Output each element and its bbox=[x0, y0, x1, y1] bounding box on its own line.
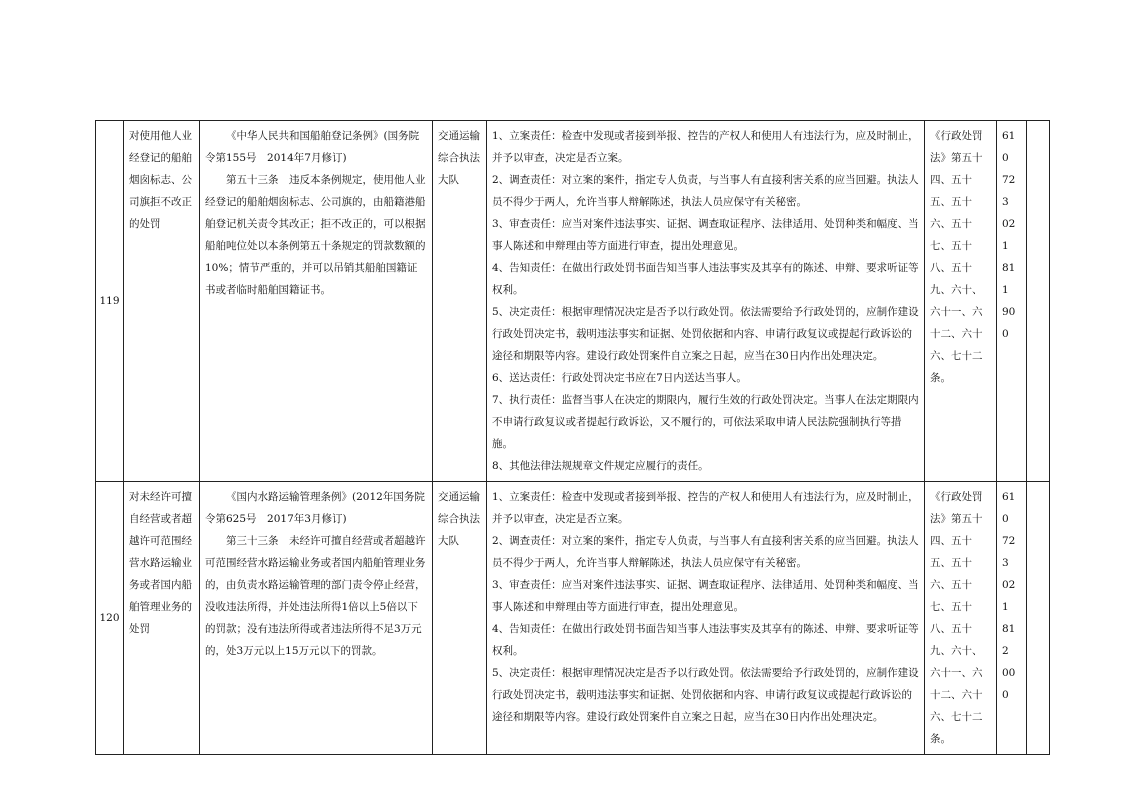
item-code-line: 812 bbox=[1002, 623, 1016, 657]
responsibility-item: 3、审查责任：应当对案件违法事实、证据、调查取证程序、法律适用、处罚种类和幅度、当事人陈述和申辩理由等方面进行审查，提出处理意见。 bbox=[492, 218, 919, 252]
legal-basis-title: 《国内水路运输管理条例》(2012年国务院令第625号 2017年3月修订) bbox=[205, 491, 425, 525]
item-code bbox=[997, 121, 1027, 482]
remark-cell bbox=[1027, 482, 1050, 755]
penalty-table bbox=[95, 120, 1050, 755]
item-code-line: 723 bbox=[1002, 535, 1016, 569]
legal-basis-text: 第三十三条 未经许可擅自经营或者超越许可范围经营水路运输业务或者国内船舶管理业务的，由负责水路运输管理的部门责令停止经营，没收违法所得，并处违法所得1倍以上5倍以下的罚款；没有违法所得或者违法所得不足3万元的，处3万元以上15万元以下的罚款。 bbox=[205, 535, 426, 657]
item-code-line: 610 bbox=[1002, 130, 1016, 164]
item-code-line: 021 bbox=[1002, 579, 1016, 613]
responsibility-list bbox=[487, 121, 925, 482]
item-code-line: 610 bbox=[1002, 491, 1016, 525]
responsibility-list bbox=[487, 482, 925, 755]
table-row bbox=[96, 121, 1050, 482]
responsibility-item: 6、送达责任：行政处罚决定书应在7日内送达当事人。 bbox=[492, 372, 747, 384]
item-name: 对使用他人业经登记的船舶烟囱标志、公司旗拒不改正的处罚 bbox=[124, 121, 200, 482]
responsibility-item: 1、立案责任：检查中发现或者接到举报、控告的产权人和使用人有违法行为，应及时制止，并予以审查，决定是否立案。 bbox=[492, 130, 919, 164]
responsibility-item: 5、决定责任：根据审理情况决定是否予以行政处罚。依法需要给予行政处罚的，应制作建设行政处罚决定书，载明违法事实和证据、处罚依据和内容、申请行政复议或提起行政诉讼的途径和期限等内容。建设行政处罚案件自立案之日起，应当在30日内作出处理决定。 bbox=[492, 306, 919, 362]
responsibility-item: 4、告知责任：在做出行政处罚书面告知当事人违法事实及其享有的陈述、申辩、要求听证等权利。 bbox=[492, 623, 919, 657]
item-code-line: 900 bbox=[1002, 306, 1016, 340]
item-code-line: 723 bbox=[1002, 174, 1016, 208]
responsibility-item: 5、决定责任：根据审理情况决定是否予以行政处罚。依法需要给予行政处罚的，应制作建设行政处罚决定书，载明违法事实和证据、处罚依据和内容、申请行政复议或提起行政诉讼的途径和期限等内容。建设行政处罚案件自立案之日起，应当在30日内作出处理决定。 bbox=[492, 667, 919, 723]
implementing-department: 交通运输综合执法大队 bbox=[433, 482, 487, 755]
responsibility-item: 3、审查责任：应当对案件违法事实、证据、调查取证程序、法律适用、处罚种类和幅度、当事人陈述和申辩理由等方面进行审查，提出处理意见。 bbox=[492, 579, 919, 613]
row-number: 119 bbox=[96, 121, 124, 482]
legal-basis-cell bbox=[200, 121, 433, 482]
implementing-department: 交通运输综合执法大队 bbox=[433, 121, 487, 482]
accountability-basis: 《行政处罚法》第五十四、五十五、五十六、五十七、五十八、五十九、六十、六十一、六十二、六十六、七十二条。 bbox=[925, 121, 997, 482]
legal-basis-cell bbox=[200, 482, 433, 755]
item-code-line: 811 bbox=[1002, 262, 1016, 296]
responsibility-item: 8、其他法律法规规章文件规定应履行的责任。 bbox=[492, 460, 709, 472]
responsibility-item: 7、执行责任：监督当事人在决定的期限内，履行生效的行政处罚决定。当事人在法定期限内不申请行政复议或者提起行政诉讼，又不履行的，可依法采取申请人民法院强制执行等措施。 bbox=[492, 394, 919, 450]
remark-cell bbox=[1027, 121, 1050, 482]
row-number: 120 bbox=[96, 482, 124, 755]
item-code bbox=[997, 482, 1027, 755]
legal-basis-title: 《中华人民共和国船舶登记条例》(国务院令第155号 2014年7月修订) bbox=[205, 130, 420, 164]
table-row bbox=[96, 482, 1050, 755]
legal-basis-text: 第五十三条 违反本条例规定，使用他人业经登记的船舶烟囱标志、公司旗的，由船籍港船舶登记机关责令其改正；拒不改正的，可以根据船舶吨位处以本条例第五十条规定的罚款数额的10%；情节严重的，并可以吊销其船舶国籍证书或者临时船舶国籍证书。 bbox=[205, 174, 426, 296]
responsibility-item: 2、调查责任：对立案的案件，指定专人负责，与当事人有直接利害关系的应当回避。执法人员不得少于两人，允许当事人辩解陈述，执法人员应保守有关秘密。 bbox=[492, 174, 919, 208]
accountability-basis: 《行政处罚法》第五十四、五十五、五十六、五十七、五十八、五十九、六十、六十一、六十二、六十六、七十二条。 bbox=[925, 482, 997, 755]
item-name: 对未经许可擅自经营或者超越许可范围经营水路运输业务或者国内船舶管理业务的处罚 bbox=[124, 482, 200, 755]
responsibility-item: 1、立案责任：检查中发现或者接到举报、控告的产权人和使用人有违法行为，应及时制止，并予以审查，决定是否立案。 bbox=[492, 491, 919, 525]
responsibility-item: 4、告知责任：在做出行政处罚书面告知当事人违法事实及其享有的陈述、申辩、要求听证等权利。 bbox=[492, 262, 919, 296]
item-code-line: 021 bbox=[1002, 218, 1016, 252]
responsibility-item: 2、调查责任：对立案的案件，指定专人负责，与当事人有直接利害关系的应当回避。执法人员不得少于两人，允许当事人辩解陈述，执法人员应保守有关秘密。 bbox=[492, 535, 919, 569]
item-code-line: 000 bbox=[1002, 667, 1016, 701]
